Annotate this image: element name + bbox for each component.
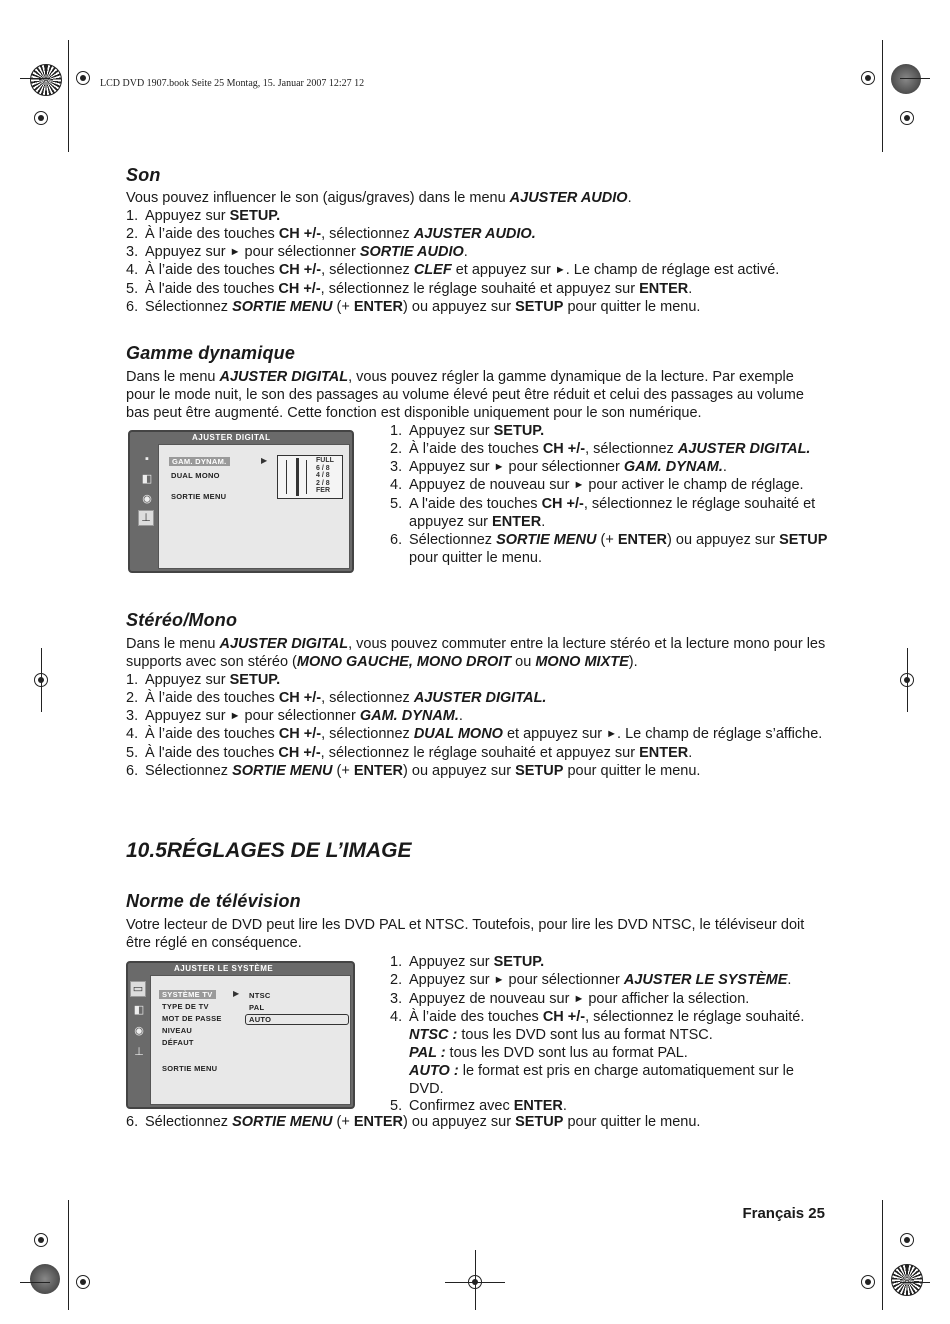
list-item: 1. Appuyez sur SETUP.: [390, 423, 545, 439]
disc-icon: ◉: [142, 493, 152, 505]
osd-title: AJUSTER LE SYSTÈME: [174, 964, 274, 973]
tv-icon: ▭: [130, 981, 146, 997]
list-item: 6. Sélectionnez SORTIE MENU (+ ENTER) ou appuyez sur SETUP pour quitter le menu.: [126, 298, 701, 315]
list-item: 4. À l’aide des touches CH +/-, sélectionnez CLEF et appuyez sur ►. Le champ de réglage est activé.: [126, 262, 780, 279]
gamme-intro: Dans le menu AJUSTER DIGITAL, vous pouvez régler la gamme dynamique de la lecture. Par exemple pour le mode nuit, le son des passages au volume élevé peut être réduit et celui des passages au volume bas peut être augmenté. Cette fonction est disponible uniquement pour le son numérique.: [126, 369, 804, 421]
list-item: 2. À l’aide des touches CH +/-, sélectionnez AJUSTER AUDIO.: [126, 225, 536, 242]
print-header: LCD DVD 1907.book Seite 25 Montag, 15. Januar 2007 12:27 12: [100, 78, 365, 89]
list-item: 3. Appuyez sur ► pour sélectionner GAM. DYNAM..: [126, 707, 463, 724]
disc-icon: ◉: [134, 1025, 144, 1037]
list-item: 3. Appuyez sur ► pour sélectionner GAM. DYNAM..: [390, 458, 727, 475]
tv-icon: ▪: [145, 453, 149, 465]
crosshair-icon: [896, 107, 918, 129]
son-intro: Vous pouvez influencer le son (aigus/graves) dans le menu AJUSTER AUDIO.: [126, 190, 632, 206]
stereo-steps: [126, 672, 826, 781]
crosshair-icon: [896, 1229, 918, 1251]
norme-intro: Votre lecteur de DVD peut lire les DVD PAL et NTSC. Toutefois, pour lire les DVD NTSC, le téléviseur doit être réglé en conséquence.: [126, 917, 805, 951]
list-item: 5. À l'aide des touches CH +/-, sélectionnez le réglage souhaité et appuyez sur ENTER.: [126, 281, 693, 298]
menu-item-dual-mono: DUAL MONO: [171, 471, 220, 480]
menu-item-gam-dynam: GAM. DYNAM.: [169, 457, 230, 466]
list-item: 4. Appuyez de nouveau sur ► pour activer le champ de réglage.: [390, 477, 804, 494]
menu-item-type-de-tv: TYPE DE TV: [162, 1002, 209, 1011]
settings-icon: ◧: [141, 473, 153, 485]
play-arrow-icon: ►: [493, 973, 505, 986]
crosshair-icon: [72, 67, 94, 89]
section-title-norme: Norme de télévision: [126, 891, 301, 911]
option-ntsc: NTSC: [249, 991, 271, 1000]
arrow-right-icon: ▶: [233, 989, 240, 998]
option-auto: AUTO: [249, 1015, 272, 1024]
list-item: NTSC : tous les DVD sont lus au format NTSC.: [409, 1027, 713, 1044]
list-item: 5. A l'aide des touches CH +/-, sélectionnez le réglage souhaité et appuyez sur ENTER.: [390, 496, 816, 530]
play-arrow-icon: ►: [229, 245, 241, 258]
crosshair-icon: [30, 107, 52, 129]
list-item: AUTO : le format est pris en charge automatiquement sur le DVD.: [409, 1062, 794, 1097]
play-arrow-icon: ►: [606, 728, 618, 741]
list-item: 2. À l’aide des touches CH +/-, sélectionnez AJUSTER DIGITAL.: [390, 440, 811, 457]
arrow-right-icon: ▶: [261, 456, 268, 465]
play-arrow-icon: ►: [573, 992, 585, 1005]
color-disc-icon: [891, 64, 921, 94]
audio-icon: ⊥: [138, 510, 154, 526]
menu-item-sortie: SORTIE MENU: [162, 1064, 218, 1073]
section-title-son: Son: [126, 165, 161, 185]
osd-title: AJUSTER DIGITAL: [192, 433, 271, 442]
registration-target-icon: [30, 64, 62, 96]
stereo-intro: Dans le menu AJUSTER DIGITAL, vous pouvez commuter entre la lecture stéréo et la lecture mono pour les supports avec son stéréo (MONO GAUCHE, MONO DROIT ou MONO MIXTE).: [126, 636, 826, 670]
list-item: 1. Appuyez sur SETUP.: [126, 208, 281, 224]
section-title-stereo: Stéréo/Mono: [126, 610, 238, 630]
list-item: 5. À l'aide des touches CH +/-, sélectionnez le réglage souhaité et appuyez sur ENTER.: [126, 745, 693, 762]
list-item: PAL : tous les DVD sont lus au format PAL.: [409, 1044, 688, 1061]
play-arrow-icon: ►: [493, 460, 505, 473]
chapter-heading: 10.5RÉGLAGES DE L’IMAGE: [126, 839, 412, 862]
menu-item-systeme-tv: SYSTÈME TV: [159, 990, 216, 999]
osd-panel: [150, 975, 351, 1105]
play-arrow-icon: ►: [573, 479, 585, 492]
norme-steps: [390, 954, 830, 1116]
menu-item-sortie: SORTIE MENU: [171, 492, 227, 501]
play-arrow-icon: ►: [229, 709, 241, 722]
list-item: 1. Appuyez sur SETUP.: [390, 954, 545, 970]
list-item: 6. Sélectionnez SORTIE MENU (+ ENTER) ou appuyez sur SETUP pour quitter le menu.: [126, 762, 701, 779]
menu-item-mot-de-passe: MOT DE PASSE: [162, 1014, 222, 1023]
list-item: 3. Appuyez de nouveau sur ► pour afficher la sélection.: [390, 990, 750, 1007]
list-item: 3. Appuyez sur ► pour sélectionner SORTIE AUDIO.: [126, 243, 468, 260]
registration-target-icon: [891, 1264, 923, 1296]
son-steps: [126, 208, 836, 317]
list-item: 5. Confirmez avec ENTER.: [390, 1098, 567, 1115]
crosshair-icon: [857, 67, 879, 89]
gamme-steps: [390, 423, 830, 567]
list-item: 6. Sélectionnez SORTIE MENU (+ ENTER) ou appuyez sur SETUP pour quitter le menu.: [390, 531, 828, 566]
list-item: 2. Appuyez sur ► pour sélectionner AJUSTER LE SYSTÈME.: [390, 971, 792, 988]
section-title-gamme: Gamme dynamique: [126, 343, 296, 363]
play-arrow-icon: ►: [554, 264, 566, 277]
level-scale: FULL 6 / 8 4 / 8 2 / 8 FER: [277, 455, 343, 499]
crosshair-icon: [72, 1271, 94, 1293]
osd-panel: [158, 444, 350, 569]
osd-ajuster-systeme: [126, 961, 355, 1109]
color-disc-icon: [30, 1264, 60, 1294]
crosshair-icon: [30, 1229, 52, 1251]
menu-item-niveau: NIVEAU: [162, 1026, 193, 1035]
list-item: 2. À l’aide des touches CH +/-, sélectionnez AJUSTER DIGITAL.: [126, 689, 547, 706]
list-item: 1. Appuyez sur SETUP.: [126, 672, 281, 688]
audio-icon: ⊥: [134, 1046, 144, 1058]
norme-final-step: [126, 1114, 826, 1132]
osd-ajuster-digital: [128, 430, 354, 573]
settings-icon: ◧: [133, 1004, 145, 1016]
list-item: 4. À l’aide des touches CH +/-, sélectionnez DUAL MONO et appuyez sur ►. Le champ de réglage s’affiche.: [126, 726, 823, 743]
page-number: Français 25: [742, 1205, 825, 1222]
option-pal: PAL: [249, 1003, 265, 1012]
crosshair-icon: [857, 1271, 879, 1293]
list-item: 4. À l’aide des touches CH +/-, sélectionnez le réglage souhaité.: [390, 1009, 805, 1026]
menu-item-defaut: DÉFAUT: [162, 1038, 194, 1047]
list-item: 6. Sélectionnez SORTIE MENU (+ ENTER) ou appuyez sur SETUP pour quitter le menu.: [126, 1114, 701, 1130]
